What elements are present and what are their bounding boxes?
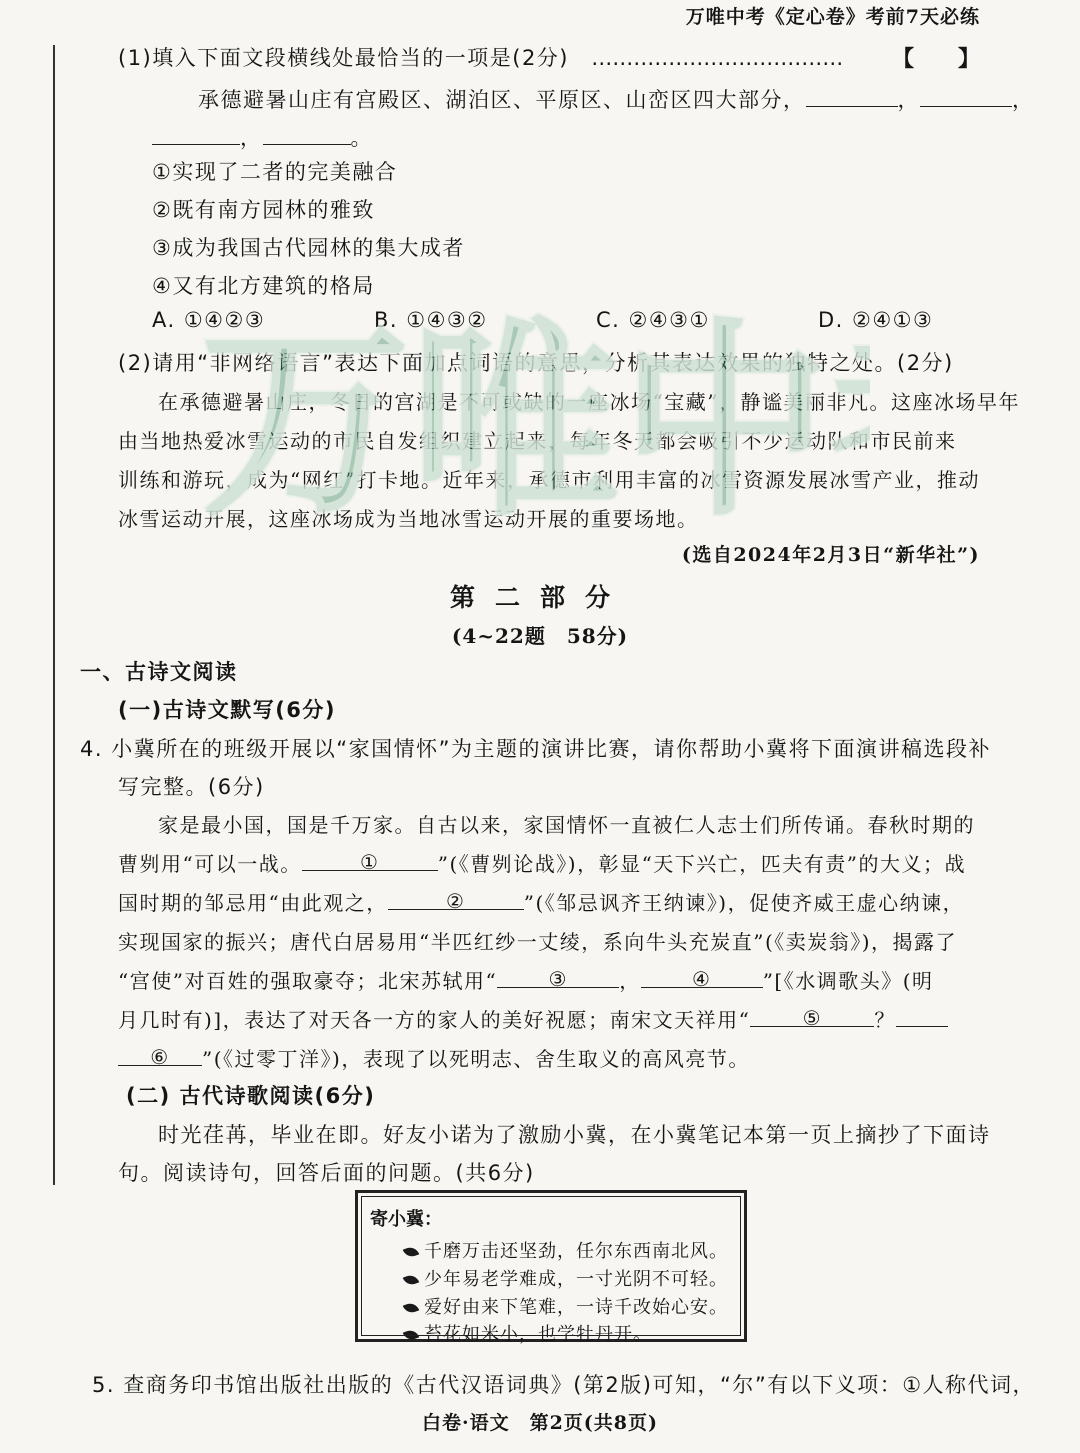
poem-line-4 [404, 1320, 652, 1346]
q4-p2b: ”(《曹刿论战》)，彰显“天下兴亡，匹夫有责”的大义；战 [437, 852, 967, 876]
question-mark: ？ [874, 1008, 896, 1032]
blank-6-start[interactable] [896, 1008, 948, 1027]
blank-number: ① [360, 850, 380, 874]
q5-stem: 5. 查商务印书馆出版社出版的《古代汉语词典》(第2版)可知，“尔”有以下义项：①人称代词， [92, 1373, 1036, 1397]
blank-number: ④ [691, 967, 712, 991]
q2-stem: (2)请用“非网络语言”表达下面加点词语的意思，分析其表达效果的独特之处。(2分) [118, 351, 954, 375]
blank-1[interactable] [302, 850, 438, 874]
leaf-icon [403, 1245, 420, 1259]
choice-c: C. ②④③① [596, 308, 710, 332]
q4-p2a: 曹刿用“可以一战。 [118, 852, 302, 876]
blank-2[interactable] [388, 889, 524, 913]
comma: ， [897, 88, 920, 112]
q2-line-3: 训练和游玩，成为“网红”打卡地。近年来，承德市利用丰富的冰雪资源发展冰雪产业，推动 [118, 468, 980, 492]
q1-dots: ……………………………… [591, 46, 844, 70]
blank [806, 88, 898, 107]
q4-p3a: 国时期的邹忌用“由此观之， [118, 891, 388, 915]
blank-4[interactable] [641, 967, 763, 991]
q4-p7 [118, 1043, 750, 1072]
blank [263, 126, 351, 145]
blank [920, 88, 1012, 107]
q1-stem [118, 42, 843, 72]
comma: ， [619, 969, 641, 993]
q4-p6 [118, 1004, 948, 1033]
blank-3[interactable] [497, 967, 619, 991]
page-footer: 白卷·语文 第2页(共8页) [421, 1412, 659, 1434]
q4-p5 [118, 965, 934, 994]
choice-d: D. ②④①③ [818, 308, 934, 332]
q4-p6a: 月几时有)]，表达了对天各一方的家人的美好祝愿；南宋文天祥用“ [118, 1008, 751, 1032]
margin-line [53, 45, 55, 1185]
poem-line-text: 千磨万击还坚劲，任尔东西南北风。 [424, 1241, 728, 1262]
q1-option-2: ②既有南方园林的雅致 [152, 198, 375, 222]
period: 。 [350, 126, 373, 150]
section2-intro-1: 时光荏苒，毕业在即。好友小诺为了激励小冀，在小冀笔记本第一页上摘抄了下面诗 [158, 1123, 991, 1147]
choice-a: A. ①④②③ [152, 308, 266, 332]
blank-number: ⑥ [150, 1045, 170, 1069]
q4-p3 [118, 887, 964, 916]
blank [152, 126, 240, 145]
q1-passage-text: 承德避暑山庄有宫殿区、湖泊区、平原区、山峦区四大部分， [198, 88, 806, 112]
poem-title: 寄小冀： [370, 1209, 442, 1230]
q2-source: (选自2024年2月3日“新华社”) [681, 544, 980, 566]
leaf-icon [403, 1301, 420, 1315]
poem-line-1 [404, 1237, 728, 1263]
answer-bracket: 【 】 [891, 46, 980, 72]
q4-p3b: ”(《邹忌讽齐王纳谏》)，促使齐威王虚心纳谏， [523, 891, 965, 915]
subsection-dictation: (一)古诗文默写(6分) [118, 698, 337, 722]
leaf-icon [403, 1328, 420, 1342]
comma: ， [240, 126, 263, 150]
q1-stem-text: (1)填入下面文段横线处最恰当的一项是(2分) [118, 46, 569, 70]
blank-number: ⑤ [802, 1006, 823, 1030]
part-two-title: 第二部分 [449, 583, 630, 612]
q4-p4: 实现国家的振兴；唐代白居易用“半匹红纱一丈绫，系向牛头充炭直”(《卖炭翁》)，揭露了 [118, 930, 958, 954]
section2-intro-2: 句。阅读诗句，回答后面的问题。(共6分) [118, 1161, 535, 1185]
q4-p5a: “宫使”对百姓的强取豪夺；北宋苏轼用“ [118, 969, 498, 993]
poem-line-text: 苔花如米小，也学牡丹开。 [424, 1324, 652, 1345]
q2-line-4: 冰雪运动开展，这座冰场成为当地冰雪运动开展的重要场地。 [118, 507, 699, 531]
poem-box [355, 1190, 747, 1345]
blank-5[interactable] [750, 1006, 874, 1030]
section-classical-reading: 一、古诗文阅读 [80, 660, 238, 684]
blank-number: ③ [548, 967, 568, 991]
q1-option-3: ③成为我国古代园林的集大成者 [152, 236, 465, 260]
blank-number: ② [446, 889, 466, 913]
q1-option-1: ①实现了二者的完美融合 [152, 160, 398, 184]
poem-line-3 [404, 1293, 728, 1319]
choice-b: B. ①④③② [374, 308, 488, 332]
poem-line-2 [404, 1265, 728, 1291]
q1-passage [198, 84, 1035, 114]
q4-p5b: ”[《水调歌头》(明 [762, 969, 934, 993]
q2-line-1: 在承德避暑山庄，冬日的宫湖是不可或缺的一座冰场“宝藏”，静谧美丽非凡。这座冰场早年 [158, 390, 1020, 414]
q4-p7b: ”(《过零丁洋》)，表现了以死明志、舍生取义的高风亮节。 [202, 1047, 750, 1071]
page-header: 万唯中考《定心卷》考前7天必练 [685, 6, 980, 28]
comma: ， [1012, 88, 1035, 112]
q4-p1: 家是最小国，国是千万家。自古以来，家国情怀一直被仁人志士们所传诵。春秋时期的 [158, 813, 975, 837]
poem-line-text: 少年易老学难成，一寸光阴不可轻。 [424, 1269, 728, 1290]
q4-stem-line-1: 4. 小冀所在的班级开展以“家国情怀”为主题的演讲比赛，请你帮助小冀将下面演讲稿选段补 [80, 737, 991, 761]
blank-6[interactable] [118, 1045, 202, 1069]
q4-p2 [118, 848, 966, 877]
q2-line-2: 由当地热爱冰雪运动的市民自发组织建立起来，每年冬天都会吸引不少运动队和市民前来 [118, 429, 957, 453]
q1-passage-end [152, 122, 373, 152]
q4-stem-line-2: 写完整。(6分) [118, 775, 265, 799]
q1-option-4: ④又有北方建筑的格局 [152, 274, 375, 298]
part-two-subtitle: (4~22题 58分) [451, 624, 629, 648]
subsection-poetry-reading: (二) 古代诗歌阅读(6分) [126, 1084, 376, 1108]
leaf-icon [403, 1273, 420, 1287]
watermark-text: 万唯中 [200, 300, 831, 540]
poem-line-text: 爱好由来下笔难，一诗千改始心安。 [424, 1297, 728, 1318]
